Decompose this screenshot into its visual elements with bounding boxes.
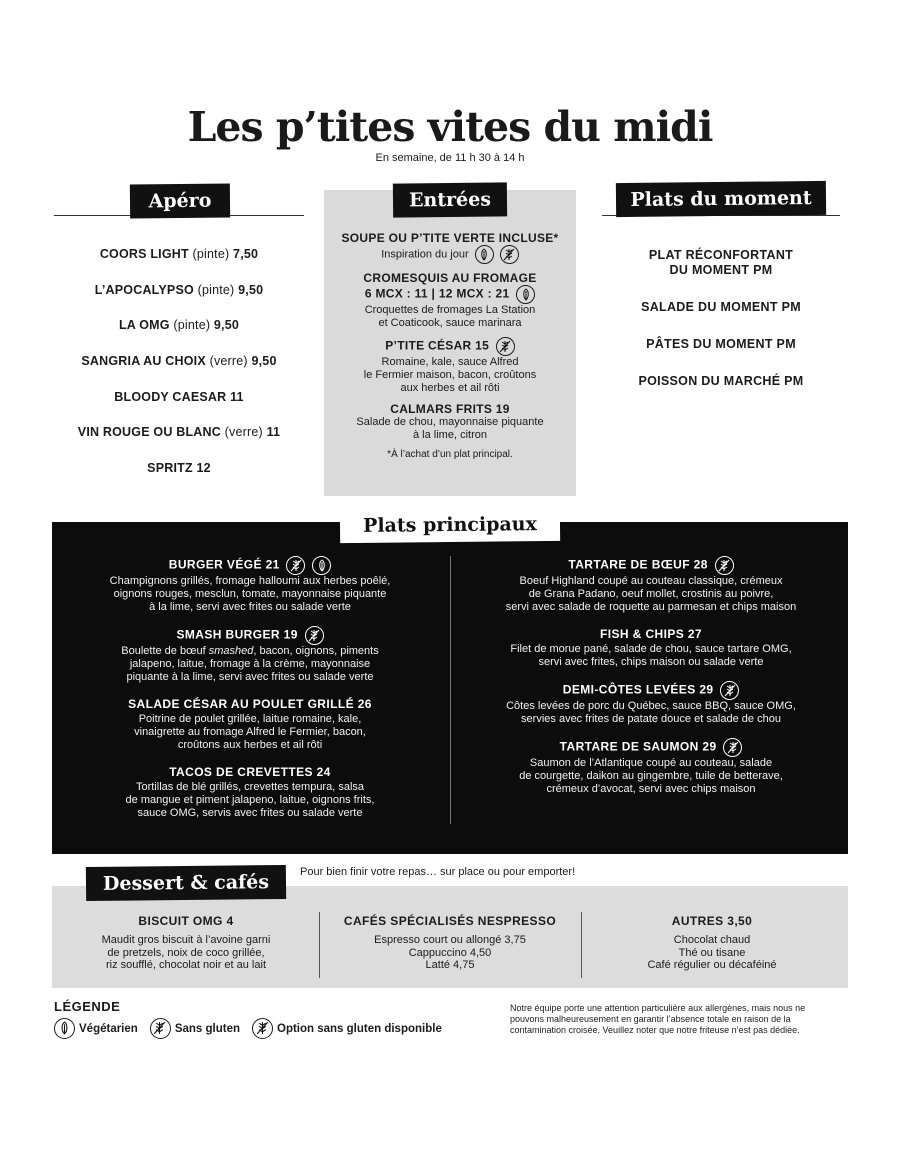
- main-item: [74, 556, 426, 614]
- main-item: [470, 738, 832, 796]
- main-desc: vinaigrette au fromage Alfred le Fermier, bacon,: [134, 726, 366, 738]
- main-desc: Boeuf Highland coupé au couteau classique, crémeux: [519, 575, 783, 587]
- apero-item-price: 9,50: [238, 282, 264, 297]
- moment-item: [606, 374, 836, 389]
- entree-name: CALMARS FRITS 19: [390, 402, 510, 416]
- main-desc: de mangue et piment jalapeno, laitue, oignons frits,: [125, 794, 375, 806]
- main-desc: de Grana Padano, oeuf mollet, crostinis au poivre,: [528, 588, 774, 600]
- entrees-heading: Entrées: [393, 182, 507, 217]
- mains-right-column: [470, 556, 832, 808]
- entrees-note: *À l’achat d’un plat principal.: [387, 449, 513, 460]
- legend-label: Sans gluten: [174, 1022, 240, 1035]
- dessert-desc: riz soufflé, chocolat noir et au lait: [106, 959, 266, 971]
- dessert-desc: Maudit gros biscuit à l’avoine garni: [101, 934, 271, 946]
- gluten-free-option-icon: [286, 556, 305, 575]
- entree-desc: à la lime, citron: [413, 429, 487, 441]
- main-item: [74, 764, 426, 820]
- moment-item-line: PLAT RÉCONFORTANT: [648, 248, 794, 262]
- page-title: Les p’tites vites du midi: [187, 103, 713, 151]
- entree-item: [324, 231, 576, 264]
- apero-item: [54, 354, 304, 390]
- main-desc: servi avec salade de roquette au parmesan et chips maison: [505, 601, 797, 613]
- vegetarian-icon: [516, 285, 535, 304]
- apero-item-name: VIN ROUGE OU BLANC: [77, 425, 221, 440]
- apero-item-size: (verre): [224, 425, 263, 440]
- other-drinks-desc: Chocolat chaud: [673, 934, 751, 946]
- apero-item-size: (pinte): [192, 247, 230, 261]
- gluten-free-option-icon: [496, 337, 515, 356]
- entree-desc: Inspiration du jour: [324, 245, 576, 264]
- entree-price: 6 MCX : 11 | 12 MCX : 21: [324, 285, 576, 304]
- other-drinks-desc: Café régulier ou décaféiné: [647, 959, 777, 971]
- apero-item-price: 11: [230, 389, 244, 404]
- main-name: BURGER VÉGÉ 21: [74, 556, 426, 575]
- main-desc: Poitrine de poulet grillée, laitue romaine, kale,: [138, 713, 362, 725]
- entree-desc: le Fermier maison, bacon, croûtons: [363, 369, 537, 381]
- moment-item-line: POISSON DU MARCHÉ PM: [638, 374, 804, 388]
- main-desc: Boulette de bœuf smashed, bacon, oignons, piments: [121, 645, 379, 657]
- main-name: SALADE CÉSAR AU POULET GRILLÉ 26: [128, 697, 372, 711]
- apero-item-size: (verre): [209, 354, 248, 369]
- vegetarian-icon: [54, 1018, 75, 1039]
- main-desc: Tortillas de blé grillés, crevettes tempura, salsa: [135, 781, 365, 793]
- moment-item-line: DU MOMENT PM: [669, 263, 773, 277]
- legend-label: Option sans gluten disponible: [277, 1022, 442, 1035]
- main-desc: croûtons aux herbes et ail rôti: [177, 739, 323, 751]
- main-item: [74, 696, 426, 752]
- gluten-free-option-icon: [252, 1018, 273, 1039]
- coffee-desc: Espresso court ou allongé 3,75: [374, 934, 526, 946]
- entree-desc: et Coaticook, sauce marinara: [378, 317, 522, 329]
- mains-heading: Plats principaux: [340, 507, 560, 543]
- moment-heading: Plats du moment: [616, 181, 826, 217]
- apero-item-price: 11: [266, 425, 281, 440]
- main-item: [470, 556, 832, 614]
- main-desc: de courgette, daikon au gingembre, tuile de betterave,: [519, 770, 783, 782]
- other-drinks-name: AUTRES 3,50: [671, 914, 753, 928]
- apero-item: [54, 318, 304, 354]
- apero-list: [54, 247, 304, 497]
- apero-item: [54, 461, 304, 497]
- main-name: SMASH BURGER 19: [74, 626, 426, 645]
- apero-item-price: 9,50: [213, 318, 240, 333]
- main-desc: servi avec frites, chips maison ou salade verte: [538, 656, 764, 668]
- entree-item: [324, 402, 576, 442]
- apero-item-price: 12: [196, 461, 211, 476]
- apero-item: [54, 425, 304, 461]
- dessert-intro: Pour bien finir votre repas… sur place ou pour emporter!: [300, 866, 576, 878]
- page-subtitle: En semaine, de 11 h 30 à 14 h: [375, 152, 525, 164]
- entree-desc: Romaine, kale, sauce Alfred: [381, 356, 519, 368]
- apero-item: [54, 247, 304, 283]
- main-name: TARTARE DE SAUMON 29: [470, 738, 832, 757]
- apero-item-name: SANGRIA AU CHOIX: [81, 354, 206, 369]
- entree-desc: aux herbes et ail rôti: [400, 382, 500, 394]
- apero-item: [54, 390, 304, 426]
- dessert-column: [66, 914, 306, 972]
- apero-heading: Apéro: [130, 183, 230, 218]
- main-desc: sauce OMG, servis avec frites ou salade verte: [137, 807, 363, 819]
- entree-desc: Croquettes de fromages La Station: [364, 304, 536, 316]
- main-item: [74, 626, 426, 684]
- other-drinks-desc: Thé ou tisane: [678, 946, 746, 959]
- legend: [54, 1018, 454, 1039]
- main-desc: Côtes levées de porc du Québec, sauce BBQ, sauce OMG,: [506, 700, 796, 712]
- mains-left-column: [74, 556, 426, 832]
- entree-desc: Salade de chou, mayonnaise piquante: [356, 416, 544, 428]
- moment-item: [606, 300, 836, 315]
- main-item: [470, 626, 832, 669]
- gluten-free-option-icon: [715, 556, 734, 575]
- apero-item: [54, 283, 304, 319]
- coffee-desc: Cappuccino 4,50: [408, 946, 492, 959]
- moment-item: [606, 248, 836, 278]
- apero-item-size: (pinte): [173, 318, 211, 333]
- main-desc: oignons rouges, mesclun, tomate, mayonnaise piquante: [113, 588, 387, 600]
- apero-item-name: SPRITZ: [147, 461, 193, 476]
- entree-item: [324, 337, 576, 395]
- apero-item-name: LA OMG: [118, 318, 170, 333]
- legend-vegetarian: [54, 1018, 138, 1039]
- main-desc: Saumon de l’Atlantique coupé au couteau, salade: [529, 757, 773, 769]
- apero-item-size: (pinte): [197, 282, 235, 297]
- main-name: TACOS DE CREVETTES 24: [169, 765, 331, 779]
- entree-name: P’TITE CÉSAR 15: [324, 337, 576, 356]
- main-desc: à la lime, servi avec frites ou salade verte: [149, 601, 351, 613]
- legend-gluten-free-option: [252, 1018, 442, 1039]
- vegetarian-icon: [475, 245, 494, 264]
- main-name: FISH & CHIPS 27: [599, 627, 703, 641]
- main-desc: Filet de morue pané, salade de chou, sauce tartare OMG,: [510, 643, 792, 655]
- moment-item-line: PÂTES DU MOMENT PM: [646, 337, 796, 351]
- apero-item-name: COORS LIGHT: [99, 247, 189, 261]
- apero-item-price: 9,50: [251, 354, 277, 369]
- legend-gluten-free: [150, 1018, 240, 1039]
- apero-item-price: 7,50: [233, 247, 259, 261]
- gluten-free-option-icon: [723, 738, 742, 757]
- entrees-list: [324, 231, 576, 460]
- moment-item: [606, 337, 836, 352]
- entree-name: CROMESQUIS AU FROMAGE: [363, 271, 537, 285]
- coffee-desc: Latté 4,75: [425, 959, 475, 971]
- main-name: TARTARE DE BŒUF 28: [470, 556, 832, 575]
- dessert-column: [594, 914, 830, 972]
- main-desc: jalapeno, laitue, fromage à la crème, mayonnaise: [129, 658, 371, 670]
- gluten-free-icon: [720, 681, 739, 700]
- main-desc: Champignons grillés, fromage halloumi aux herbes poêlé,: [109, 575, 391, 587]
- gluten-free-icon: [500, 245, 519, 264]
- main-name: DEMI-CÔTES LEVÉES 29: [470, 681, 832, 700]
- gluten-free-icon: [150, 1018, 171, 1039]
- mains-divider: [450, 556, 451, 824]
- legend-title: LÉGENDE: [54, 999, 121, 1014]
- apero-item-name: BLOODY CAESAR: [114, 389, 227, 404]
- allergen-note: Notre équipe porte une attention particulière aux allergènes, mais nous ne pouvons malheureusement en garantir l’absence totale en raison de la contamination croisée. Veuillez noter que notre friteuse n’est pas dédiée.: [510, 1003, 806, 1035]
- moment-item-line: SALADE DU MOMENT PM: [641, 300, 801, 314]
- vegetarian-icon: [312, 556, 331, 575]
- gluten-free-option-icon: [305, 626, 324, 645]
- legend-label: Végétarien: [79, 1022, 138, 1035]
- main-desc: crémeux d’avocat, servi avec chips maison: [546, 783, 756, 795]
- main-desc: piquante à la lime, servi avec frites ou salade verte: [126, 671, 374, 683]
- main-desc: servies avec frites de patate douce et salade de chou: [521, 713, 781, 725]
- dessert-divider: [581, 912, 582, 978]
- dessert-name: BISCUIT OMG 4: [138, 914, 234, 928]
- apero-item-name: L’APOCALYPSO: [94, 282, 194, 297]
- main-item: [470, 681, 832, 726]
- entree-item: [324, 271, 576, 330]
- dessert-column: [330, 914, 570, 972]
- dessert-heading: Dessert & cafés: [86, 865, 286, 901]
- dessert-divider: [319, 912, 320, 978]
- entree-name: SOUPE OU P’TITE VERTE INCLUSE*: [341, 231, 559, 245]
- coffee-name: CAFÉS SPÉCIALISÉS NESPRESSO: [343, 914, 557, 928]
- dessert-desc: de pretzels, noix de coco grillée,: [107, 946, 265, 959]
- moment-list: [606, 248, 836, 411]
